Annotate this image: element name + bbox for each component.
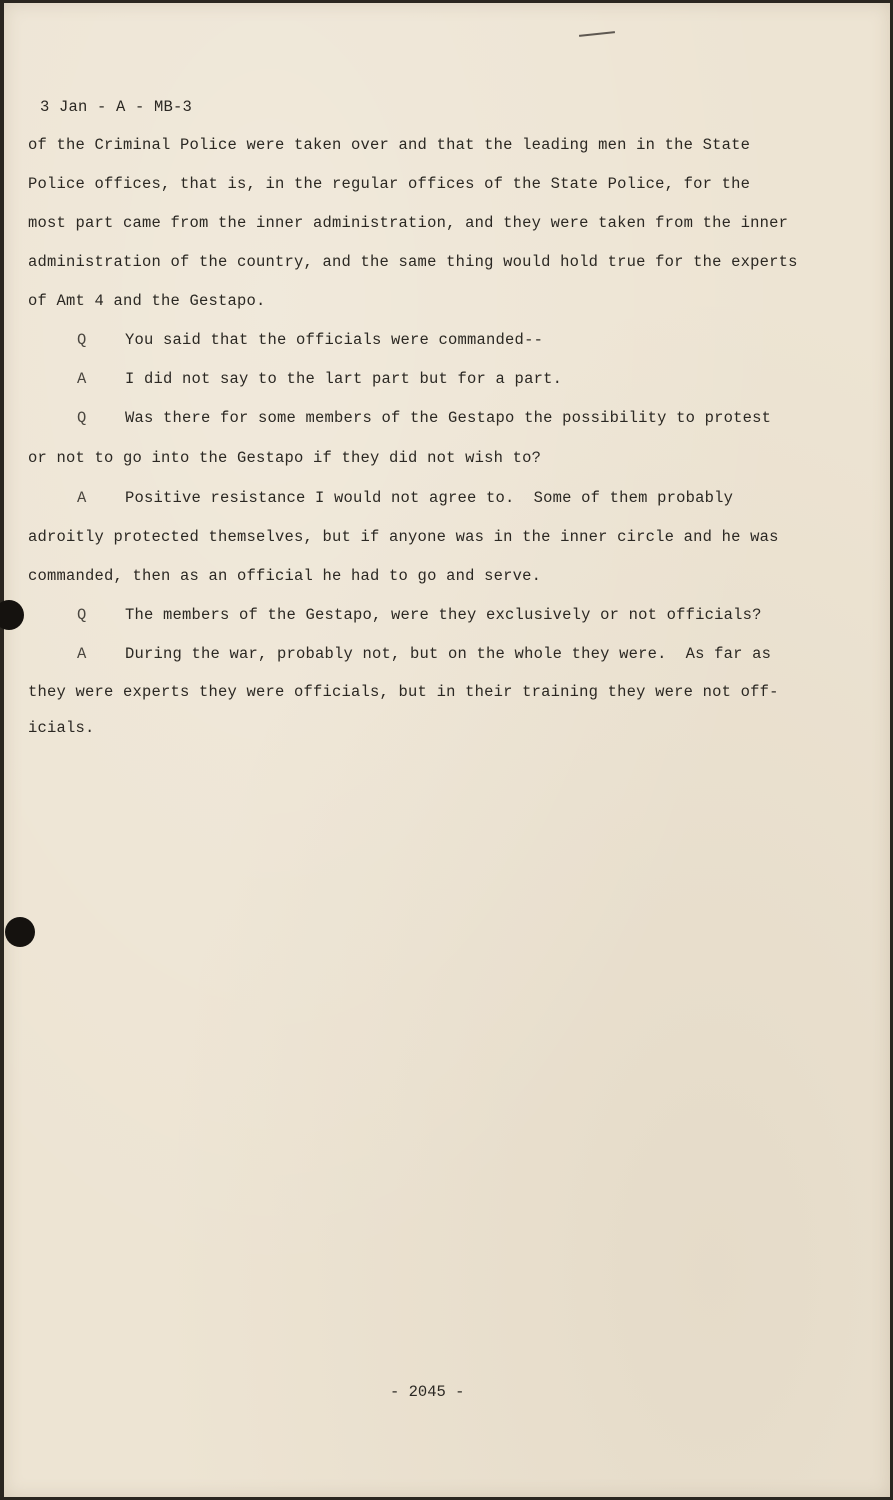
exchange-line: The members of the Gestapo, were they exclusively or not officials? [125,606,762,624]
exchange-continuation-line: commanded, then as an official he had to go and serve. [28,567,542,585]
speaker-label: Q [77,606,87,624]
speaker-label: A [77,489,87,507]
exchange-continuation-line: they were experts they were officials, but in their training they were not off- [28,683,779,701]
page-number: - 2045 - [390,1383,465,1401]
exchange-continuation-line: adroitly protected themselves, but if anyone was in the inner circle and he was [28,528,779,546]
speaker-label: Q [77,331,87,349]
speaker-label: A [77,370,87,388]
page-header: 3 Jan - A - MB-3 [40,98,193,116]
paragraph-line: most part came from the inner administration, and they were taken from the inner [28,214,789,232]
paragraph-line: of the Criminal Police were taken over and that the leading men in the State [28,136,751,154]
exchange-continuation-line: or not to go into the Gestapo if they did not wish to? [28,449,542,467]
speaker-label: Q [77,409,87,427]
punch-hole-top [0,600,24,630]
exchange-line: Was there for some members of the Gestapo the possibility to protest [125,409,772,427]
paragraph-line: administration of the country, and the same thing would hold true for the experts [28,253,798,271]
pencil-mark [579,31,615,37]
document-page [4,3,890,1497]
exchange-line: You said that the officials were commanded-- [125,331,544,349]
exchange-line: During the war, probably not, but on the whole they were. As far as [125,645,772,663]
paragraph-line: Police offices, that is, in the regular offices of the State Police, for the [28,175,751,193]
exchange-continuation-line: icials. [28,719,95,737]
exchange-line: I did not say to the lart part but for a part. [125,370,563,388]
exchange-line: Positive resistance I would not agree to. Some of them probably [125,489,734,507]
speaker-label: A [77,645,87,663]
punch-hole-bottom [5,917,35,947]
paragraph-line: of Amt 4 and the Gestapo. [28,292,266,310]
